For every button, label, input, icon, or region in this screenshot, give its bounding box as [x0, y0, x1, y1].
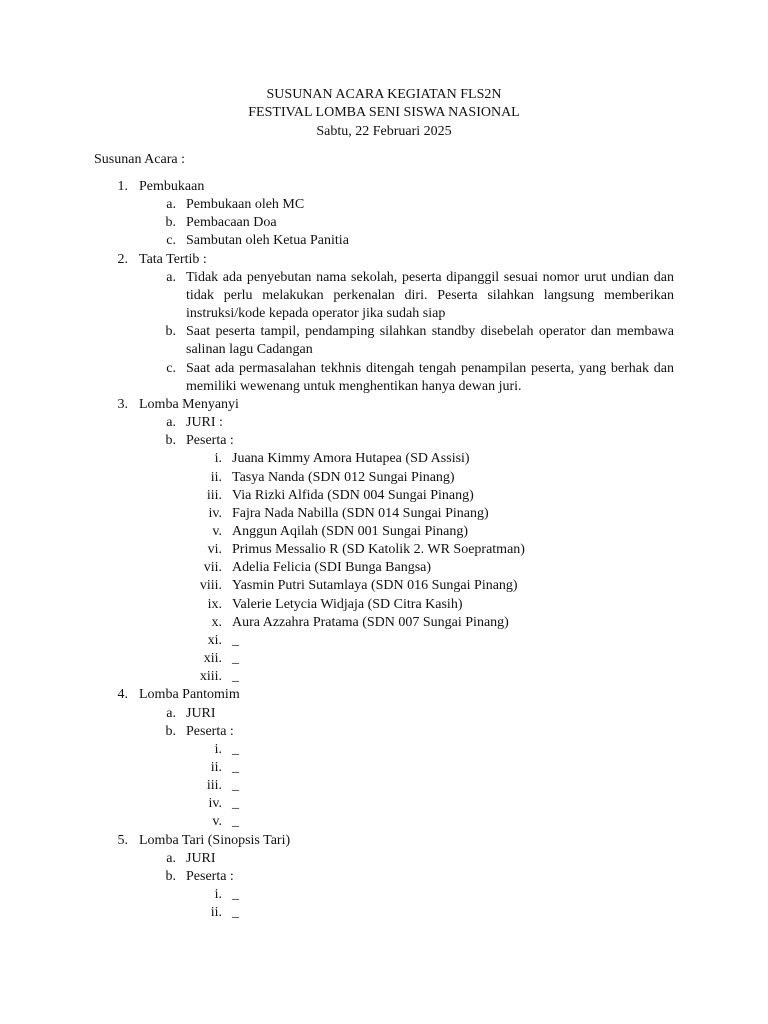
- rule-text: Saat peserta tampil, pendamping silahkan standby disebelah operator dan membawa salinan lagu Cadangan: [186, 324, 674, 358]
- list-marker: b.: [165, 433, 176, 449]
- participant-item: [94, 886, 674, 904]
- peserta-label: Peserta :: [186, 433, 234, 449]
- list-item: [94, 196, 674, 214]
- participant-item: [94, 614, 674, 632]
- list-marker: b.: [165, 324, 176, 340]
- peserta-item: [94, 723, 674, 741]
- list-item: [94, 232, 674, 250]
- participant-name: _: [232, 651, 239, 667]
- list-item-text: Pembukaan oleh MC: [186, 197, 305, 213]
- document-header: [0, 86, 768, 141]
- participant-name: _: [232, 669, 239, 685]
- peserta-item: [94, 432, 674, 450]
- list-marker: 3.: [117, 396, 128, 412]
- participant-item: [94, 596, 674, 614]
- participant-name: _: [232, 814, 239, 830]
- peserta-label: Peserta :: [186, 868, 234, 884]
- participant-name: Valerie Letycia Widjaja (SD Citra Kasih): [232, 596, 463, 612]
- list-marker: b.: [165, 868, 176, 884]
- juri-label: JURI: [186, 705, 216, 721]
- rule-item: [94, 360, 674, 396]
- list-marker: v.: [212, 814, 222, 830]
- section-title: Tata Tertib :: [139, 251, 207, 267]
- list-marker: x.: [211, 614, 222, 630]
- participant-name: Yasmin Putri Sutamlaya (SDN 016 Sungai Pinang): [232, 578, 518, 594]
- agenda-list: [94, 178, 674, 922]
- section-tata-tertib: [94, 251, 674, 269]
- participant-item: [94, 559, 674, 577]
- participant-name: Anggun Aqilah (SDN 001 Sungai Pinang): [232, 523, 469, 539]
- participant-name: Primus Messalio R (SD Katolik 2. WR Soepratman): [232, 542, 525, 558]
- document-date: Sabtu, 22 Februari 2025: [316, 123, 452, 139]
- list-marker: b.: [165, 215, 176, 231]
- list-marker: a.: [166, 197, 176, 213]
- list-marker: vii.: [203, 560, 222, 576]
- list-marker: 2.: [117, 251, 128, 267]
- list-item-text: Sambutan oleh Ketua Panitia: [186, 233, 349, 249]
- list-marker: 1.: [117, 179, 128, 194]
- participant-name: _: [232, 796, 239, 812]
- peserta-item: [94, 868, 674, 886]
- list-marker: a.: [166, 269, 176, 285]
- participant-item: [94, 904, 674, 922]
- participant-item: [94, 469, 674, 487]
- participant-item: [94, 668, 674, 686]
- list-marker: iii.: [206, 778, 222, 794]
- participant-item: [94, 541, 674, 559]
- list-marker: i.: [214, 741, 222, 757]
- list-item: [94, 214, 674, 232]
- participant-item: [94, 813, 674, 831]
- participant-item: [94, 777, 674, 795]
- peserta-label: Peserta :: [186, 723, 234, 739]
- list-marker: i.: [214, 887, 222, 903]
- section-pembukaan: [94, 178, 674, 196]
- juri-item: [94, 414, 674, 432]
- participant-item: [94, 505, 674, 523]
- participant-name: Tasya Nanda (SDN 012 Sungai Pinang): [232, 469, 455, 485]
- list-marker: iv.: [208, 505, 222, 521]
- participant-item: [94, 795, 674, 813]
- section-title: Lomba Menyanyi: [139, 396, 239, 412]
- participant-item: [94, 759, 674, 777]
- participant-item: [94, 632, 674, 650]
- list-item-text: Pembacaan Doa: [186, 215, 277, 231]
- juri-label: JURI: [186, 850, 216, 866]
- list-marker: iii.: [206, 487, 222, 503]
- participant-item: [94, 741, 674, 759]
- participant-name: _: [232, 741, 239, 757]
- participant-name: Juana Kimmy Amora Hutapea (SD Assisi): [232, 451, 470, 467]
- participant-name: _: [232, 778, 239, 794]
- participant-name: Via Rizki Alfida (SDN 004 Sungai Pinang): [232, 487, 474, 503]
- rule-item: [94, 323, 674, 359]
- document-subtitle: FESTIVAL LOMBA SENI SISWA NASIONAL: [248, 105, 520, 121]
- participant-name: _: [232, 887, 239, 903]
- participant-item: [94, 450, 674, 468]
- list-marker: c.: [166, 360, 176, 376]
- participant-item: [94, 650, 674, 668]
- intro-label: Susunan Acara :: [94, 152, 185, 167]
- list-marker: i.: [214, 451, 222, 467]
- rule-text: Tidak ada penyebutan nama sekolah, peserta dipanggil sesuai nomor urut undian dan tidak perlu melakukan perkenalan diri. Peserta silahkan langsung memberikan instruksi/kode kepada operator jika sudah siap: [186, 269, 674, 322]
- section-lomba-menyanyi: [94, 396, 674, 414]
- list-marker: 4.: [117, 687, 128, 703]
- rule-text: Saat ada permasalahan tekhnis ditengah tengah penampilan peserta, yang berhak dan memiliki wewenang untuk menghentikan hanya dewan juri.: [186, 360, 674, 394]
- participant-name: Fajra Nada Nabilla (SDN 014 Sungai Pinang): [232, 505, 489, 521]
- participant-name: _: [232, 905, 239, 921]
- section-lomba-pantomim: [94, 686, 674, 704]
- juri-label: JURI :: [186, 415, 223, 431]
- list-marker: xi.: [207, 632, 222, 648]
- list-marker: a.: [166, 850, 176, 866]
- list-marker: ii.: [210, 760, 222, 775]
- participant-item: [94, 523, 674, 541]
- section-title: Pembukaan: [139, 179, 205, 194]
- list-marker: viii.: [199, 578, 222, 594]
- list-marker: 5.: [117, 832, 128, 848]
- juri-item: [94, 850, 674, 868]
- list-marker: c.: [166, 233, 176, 249]
- participant-item: [94, 577, 674, 595]
- list-marker: xiii.: [199, 669, 222, 685]
- document-title: SUSUNAN ACARA KEGIATAN FLS2N: [266, 87, 502, 102]
- section-title: Lomba Tari (Sinopsis Tari): [139, 832, 291, 848]
- list-marker: vi.: [207, 542, 222, 558]
- list-marker: iv.: [208, 796, 222, 812]
- rule-item: [94, 269, 674, 323]
- participant-name: _: [232, 632, 239, 648]
- list-marker: v.: [212, 523, 222, 539]
- participant-item: [94, 487, 674, 505]
- list-marker: ix.: [207, 596, 222, 612]
- participant-name: _: [232, 760, 239, 775]
- juri-item: [94, 705, 674, 723]
- participant-name: Aura Azzahra Pratama (SDN 007 Sungai Pinang): [232, 614, 509, 630]
- participant-name: Adelia Felicia (SDI Bunga Bangsa): [232, 560, 432, 576]
- section-lomba-tari: [94, 832, 674, 850]
- list-marker: xii.: [203, 651, 222, 667]
- list-marker: ii.: [210, 469, 222, 485]
- list-marker: a.: [166, 415, 176, 431]
- list-marker: b.: [165, 723, 176, 739]
- list-marker: ii.: [210, 905, 222, 921]
- section-title: Lomba Pantomim: [139, 687, 240, 703]
- list-marker: a.: [166, 705, 176, 721]
